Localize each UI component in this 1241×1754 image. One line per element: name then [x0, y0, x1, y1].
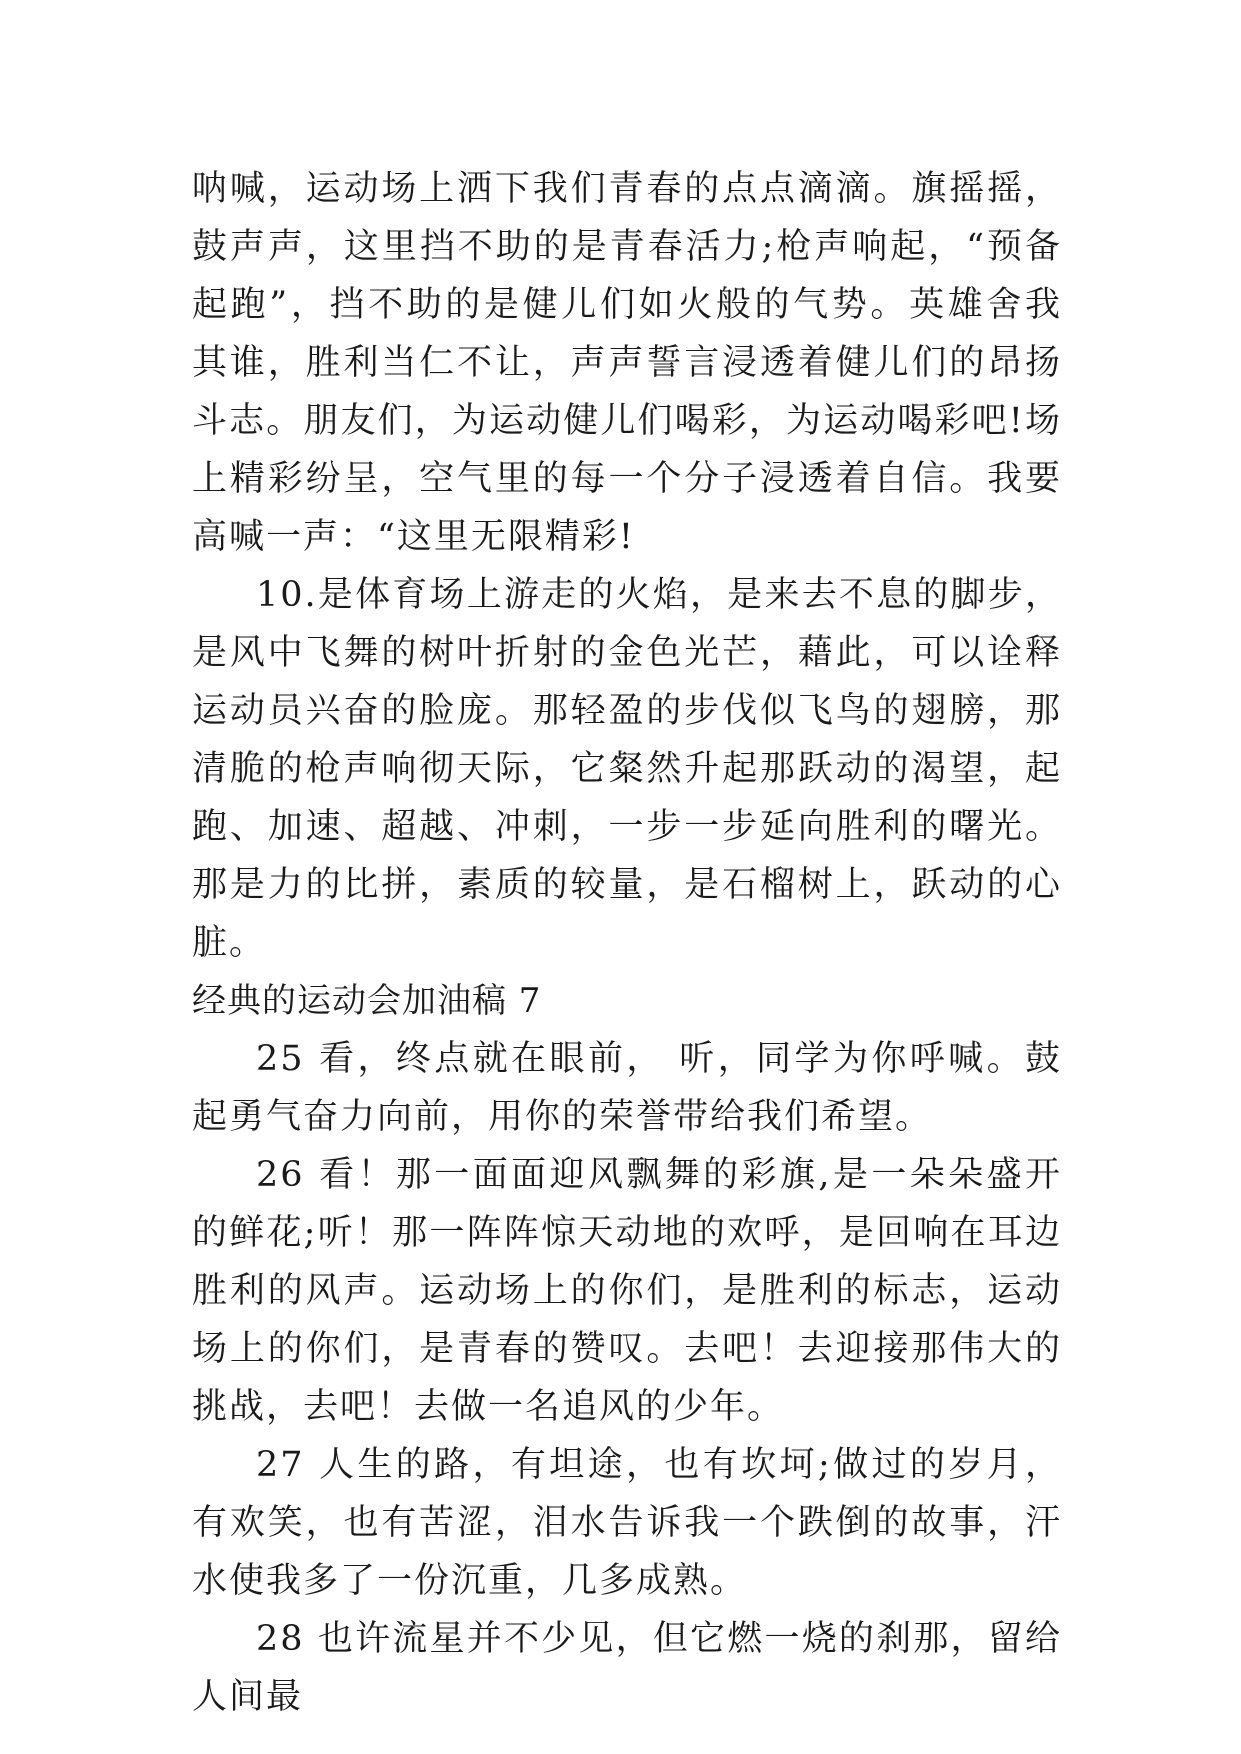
- document-body: [192, 160, 1062, 1726]
- paragraph-continued: 呐喊，运动场上洒下我们青春的点点滴滴。旗摇摇，鼓声声，这里挡不助的是青春活力;枪声响起，“预备起跑”，挡不助的是健儿们如火般的气势。英雄舍我其谁，胜利当仁不让，声声誓言浸透着健儿们的昂扬斗志。朋友们，为运动健儿们喝彩，为运动喝彩吧!场上精彩纷呈，空气里的每一个分子浸透着自信。我要高喊一声：“这里无限精彩!: [192, 169, 1062, 557]
- section-title: 经典的运动会加油稿 7: [192, 981, 542, 1021]
- paragraph-26: 26 看！那一面面迎风飘舞的彩旗,是一朵朵盛开的鲜花;听！那一阵阵惊天动地的欢呼，是回响在耳边胜利的风声。运动场上的你们，是胜利的标志，运动场上的你们，是青春的赞叹。去吧！去迎接那伟大的挑战，去吧！去做一名追风的少年。: [192, 1155, 1062, 1427]
- paragraph-27: 27 人生的路，有坦途，也有坎坷;做过的岁月，有欢笑，也有苦涩，泪水告诉我一个跌倒的故事，汗水使我多了一份沉重，几多成熟。: [192, 1445, 1062, 1601]
- paragraph-25: 25 看，终点就在眼前， 听，同学为你呼喊。鼓起勇气奋力向前，用你的荣誉带给我们希望。: [192, 1039, 1062, 1137]
- paragraph-28: 28 也许流星并不少见，但它燃一烧的刹那，留给人间最: [192, 1619, 1062, 1717]
- paragraph-10: 10.是体育场上游走的火焰，是来去不息的脚步，是风中飞舞的树叶折射的金色光芒，藉此，可以诠释运动员兴奋的脸庞。那轻盈的步伐似飞鸟的翅膀，那清脆的枪声响彻天际，它粲然升起那跃动的渴望，起跑、加速、超越、冲刺，一步一步延向胜利的曙光。那是力的比拼，素质的较量，是石榴树上，跃动的心脏。: [192, 575, 1062, 963]
